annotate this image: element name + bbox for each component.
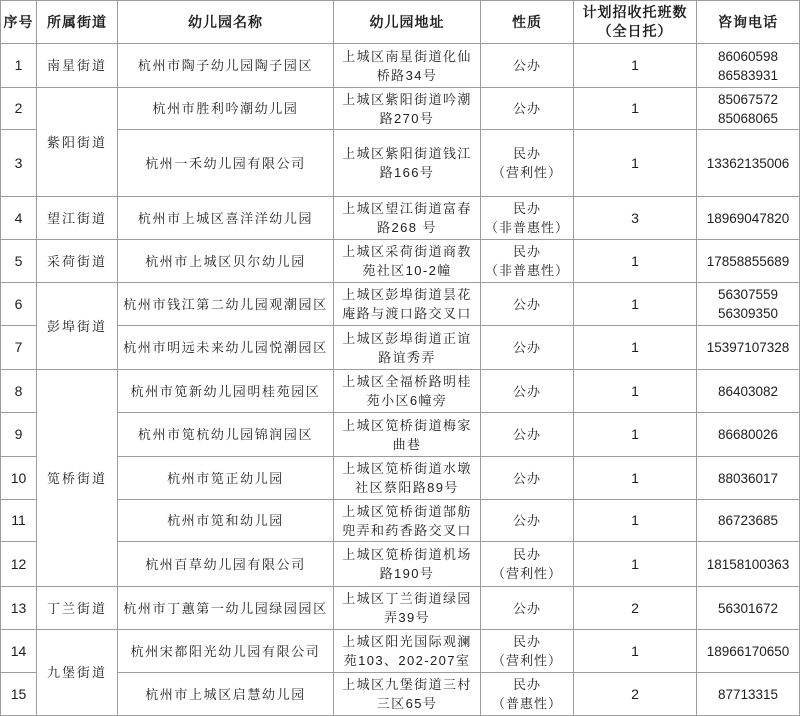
cell-kindergarten-name: 杭州市丁蕙第一幼儿园绿园园区 bbox=[118, 587, 334, 630]
cell-class-count: 1 bbox=[574, 413, 697, 457]
cell-address bbox=[334, 197, 481, 240]
cell-nature: 公办 bbox=[481, 500, 574, 542]
cell-phone: 88036017 bbox=[697, 457, 800, 500]
cell-district: 丁兰街道 bbox=[37, 587, 118, 630]
nature-type: 民办 bbox=[512, 677, 541, 692]
address-text: 上城区全福桥路明桂苑小区6幢旁 bbox=[342, 374, 472, 408]
cell-address bbox=[334, 673, 481, 716]
cell-index: 10 bbox=[0, 457, 37, 500]
cell-kindergarten-name: 杭州市胜利吟潮幼儿园 bbox=[118, 88, 334, 130]
cell-nature: 公办 bbox=[481, 587, 574, 630]
cell-address bbox=[334, 542, 481, 587]
cell-nature: 公办 bbox=[481, 413, 574, 457]
cell-nature: 公办 bbox=[481, 326, 574, 370]
cell-index: 1 bbox=[0, 44, 37, 88]
cell-address bbox=[334, 240, 481, 283]
cell-class-count: 1 bbox=[574, 370, 697, 413]
nature-type: 民办 bbox=[512, 201, 541, 216]
cell-district: 采荷街道 bbox=[37, 240, 118, 283]
header-address: 幼儿园地址 bbox=[334, 0, 481, 44]
cell-phone: 17858855689 bbox=[697, 240, 800, 283]
cell-address bbox=[334, 130, 481, 197]
phone-number: 86583931 bbox=[717, 67, 779, 83]
address-text: 上城区望江街道富春路268 号 bbox=[342, 201, 472, 235]
nature-type: 民办 bbox=[512, 634, 541, 649]
cell-district: 紫阳街道 bbox=[37, 88, 118, 197]
cell-class-count: 1 bbox=[574, 44, 697, 88]
cell-district: 彭埠街道 bbox=[37, 283, 118, 370]
cell-index: 11 bbox=[0, 500, 37, 542]
cell-index: 7 bbox=[0, 326, 37, 370]
address-text: 上城区丁兰街道绿园弄39号 bbox=[342, 591, 472, 625]
header-district: 所属街道 bbox=[37, 0, 118, 44]
cell-phone: 15397107328 bbox=[697, 326, 800, 370]
cell-nature: 公办 bbox=[481, 283, 574, 326]
cell-class-count: 1 bbox=[574, 130, 697, 197]
cell-phone: 13362135006 bbox=[697, 130, 800, 197]
address-text: 上城区南星街道化仙桥路34号 bbox=[342, 48, 472, 83]
header-class-count-line1: 计划招收托班数 bbox=[582, 4, 688, 20]
cell-address bbox=[334, 457, 481, 500]
cell-district: 望江街道 bbox=[37, 197, 118, 240]
nature-note: （营利性） bbox=[491, 566, 562, 581]
phone-number: 56307559 bbox=[717, 287, 779, 302]
cell-index: 6 bbox=[0, 283, 37, 326]
cell-kindergarten-name: 杭州一禾幼儿园有限公司 bbox=[118, 130, 334, 197]
cell-nature bbox=[481, 630, 574, 673]
cell-kindergarten-name: 杭州市笕杭幼儿园锦润园区 bbox=[118, 413, 334, 457]
cell-kindergarten-name: 杭州市钱江第二幼儿园观潮园区 bbox=[118, 283, 334, 326]
cell-address bbox=[334, 500, 481, 542]
cell-nature: 公办 bbox=[481, 88, 574, 130]
cell-phone bbox=[697, 44, 800, 88]
cell-index: 8 bbox=[0, 370, 37, 413]
cell-phone: 18969047820 bbox=[697, 197, 800, 240]
cell-index: 14 bbox=[0, 630, 37, 673]
cell-district: 九堡街道 bbox=[37, 630, 118, 716]
phone-number: 86060598 bbox=[717, 48, 779, 64]
address-text: 上城区紫阳街道吟潮路270号 bbox=[342, 91, 472, 126]
phone-number: 56309350 bbox=[717, 306, 779, 321]
address-text: 上城区紫阳街道钱江路166号 bbox=[342, 146, 472, 180]
cell-kindergarten-name: 杭州市上城区启慧幼儿园 bbox=[118, 673, 334, 716]
cell-kindergarten-name: 杭州市明远未来幼儿园悦潮园区 bbox=[118, 326, 334, 370]
cell-phone: 86403082 bbox=[697, 370, 800, 413]
cell-index: 13 bbox=[0, 587, 37, 630]
address-text: 上城区采荷街道商教苑社区10-2幢 bbox=[342, 244, 472, 278]
header-index: 序号 bbox=[0, 0, 37, 44]
cell-nature bbox=[481, 130, 574, 197]
cell-kindergarten-name: 杭州市上城区贝尔幼儿园 bbox=[118, 240, 334, 283]
cell-address bbox=[334, 88, 481, 130]
nature-note: （营利性） bbox=[491, 165, 562, 180]
cell-class-count: 1 bbox=[574, 283, 697, 326]
cell-kindergarten-name: 杭州市陶子幼儿园陶子园区 bbox=[118, 44, 334, 88]
cell-phone: 86680026 bbox=[697, 413, 800, 457]
address-text: 上城区笕桥街道机场路190号 bbox=[342, 547, 472, 581]
address-text: 上城区彭埠街道正谊路谊秀弄 bbox=[342, 330, 472, 365]
cell-nature bbox=[481, 240, 574, 283]
cell-phone bbox=[697, 283, 800, 326]
cell-district: 南星街道 bbox=[37, 44, 118, 88]
nature-type: 民办 bbox=[512, 146, 541, 161]
address-text: 上城区彭埠街道昙花庵路与渡口路交叉口 bbox=[342, 287, 472, 321]
cell-class-count: 2 bbox=[574, 587, 697, 630]
nature-note: （非普惠性） bbox=[484, 263, 569, 278]
cell-index: 9 bbox=[0, 413, 37, 457]
header-phone: 咨询电话 bbox=[697, 0, 800, 44]
cell-address bbox=[334, 283, 481, 326]
cell-kindergarten-name: 杭州市笕和幼儿园 bbox=[118, 500, 334, 542]
address-text: 上城区笕桥街道郜舫兜弄和药香路交叉口 bbox=[342, 503, 472, 538]
cell-nature: 公办 bbox=[481, 370, 574, 413]
cell-address bbox=[334, 413, 481, 457]
cell-index: 12 bbox=[0, 542, 37, 587]
cell-index: 4 bbox=[0, 197, 37, 240]
cell-class-count: 1 bbox=[574, 457, 697, 500]
cell-phone: 86723685 bbox=[697, 500, 800, 542]
cell-index: 15 bbox=[0, 673, 37, 716]
cell-class-count: 1 bbox=[574, 630, 697, 673]
header-nature: 性质 bbox=[481, 0, 574, 44]
address-text: 上城区九堡街道三村三区65号 bbox=[342, 677, 472, 711]
cell-kindergarten-name: 杭州市上城区喜洋洋幼儿园 bbox=[118, 197, 334, 240]
nature-type: 民办 bbox=[512, 547, 541, 562]
cell-phone: 18966170650 bbox=[697, 630, 800, 673]
nature-note: （非普惠性） bbox=[484, 220, 569, 235]
cell-class-count: 1 bbox=[574, 542, 697, 587]
cell-district: 笕桥街道 bbox=[37, 370, 118, 587]
cell-nature bbox=[481, 673, 574, 716]
cell-class-count: 1 bbox=[574, 240, 697, 283]
cell-nature bbox=[481, 197, 574, 240]
header-class-count bbox=[574, 0, 697, 44]
cell-index: 3 bbox=[0, 130, 37, 197]
cell-class-count: 1 bbox=[574, 500, 697, 542]
cell-phone: 87713315 bbox=[697, 673, 800, 716]
address-text: 上城区笕桥街道梅家曲巷 bbox=[342, 417, 472, 452]
cell-kindergarten-name: 杭州市笕正幼儿园 bbox=[118, 457, 334, 500]
cell-kindergarten-name: 杭州宋都阳光幼儿园有限公司 bbox=[118, 630, 334, 673]
header-class-count-line2: （全日托） bbox=[597, 23, 673, 39]
cell-nature: 公办 bbox=[481, 44, 574, 88]
cell-phone: 18158100363 bbox=[697, 542, 800, 587]
nature-note: （营利性） bbox=[491, 653, 562, 668]
header-name: 幼儿园名称 bbox=[118, 0, 334, 44]
cell-kindergarten-name: 杭州百草幼儿园有限公司 bbox=[118, 542, 334, 587]
cell-phone: 56301672 bbox=[697, 587, 800, 630]
cell-class-count: 1 bbox=[574, 88, 697, 130]
cell-index: 5 bbox=[0, 240, 37, 283]
cell-class-count: 2 bbox=[574, 673, 697, 716]
nature-note: （普惠性） bbox=[491, 696, 562, 711]
cell-address bbox=[334, 630, 481, 673]
address-text: 上城区笕桥街道水墩社区蔡阳路89号 bbox=[342, 461, 472, 495]
address-text: 上城区阳光国际观澜苑103、202-207室 bbox=[342, 634, 472, 668]
cell-address bbox=[334, 326, 481, 370]
cell-class-count: 3 bbox=[574, 197, 697, 240]
cell-nature bbox=[481, 542, 574, 587]
cell-address bbox=[334, 44, 481, 88]
cell-address bbox=[334, 587, 481, 630]
phone-number: 85068065 bbox=[717, 110, 779, 126]
cell-class-count: 1 bbox=[574, 326, 697, 370]
nature-type: 民办 bbox=[512, 244, 541, 259]
phone-number: 85067572 bbox=[717, 91, 779, 107]
cell-index: 2 bbox=[0, 88, 37, 130]
cell-kindergarten-name: 杭州市笕新幼儿园明桂苑园区 bbox=[118, 370, 334, 413]
cell-address bbox=[334, 370, 481, 413]
cell-nature: 公办 bbox=[481, 457, 574, 500]
cell-phone bbox=[697, 88, 800, 130]
